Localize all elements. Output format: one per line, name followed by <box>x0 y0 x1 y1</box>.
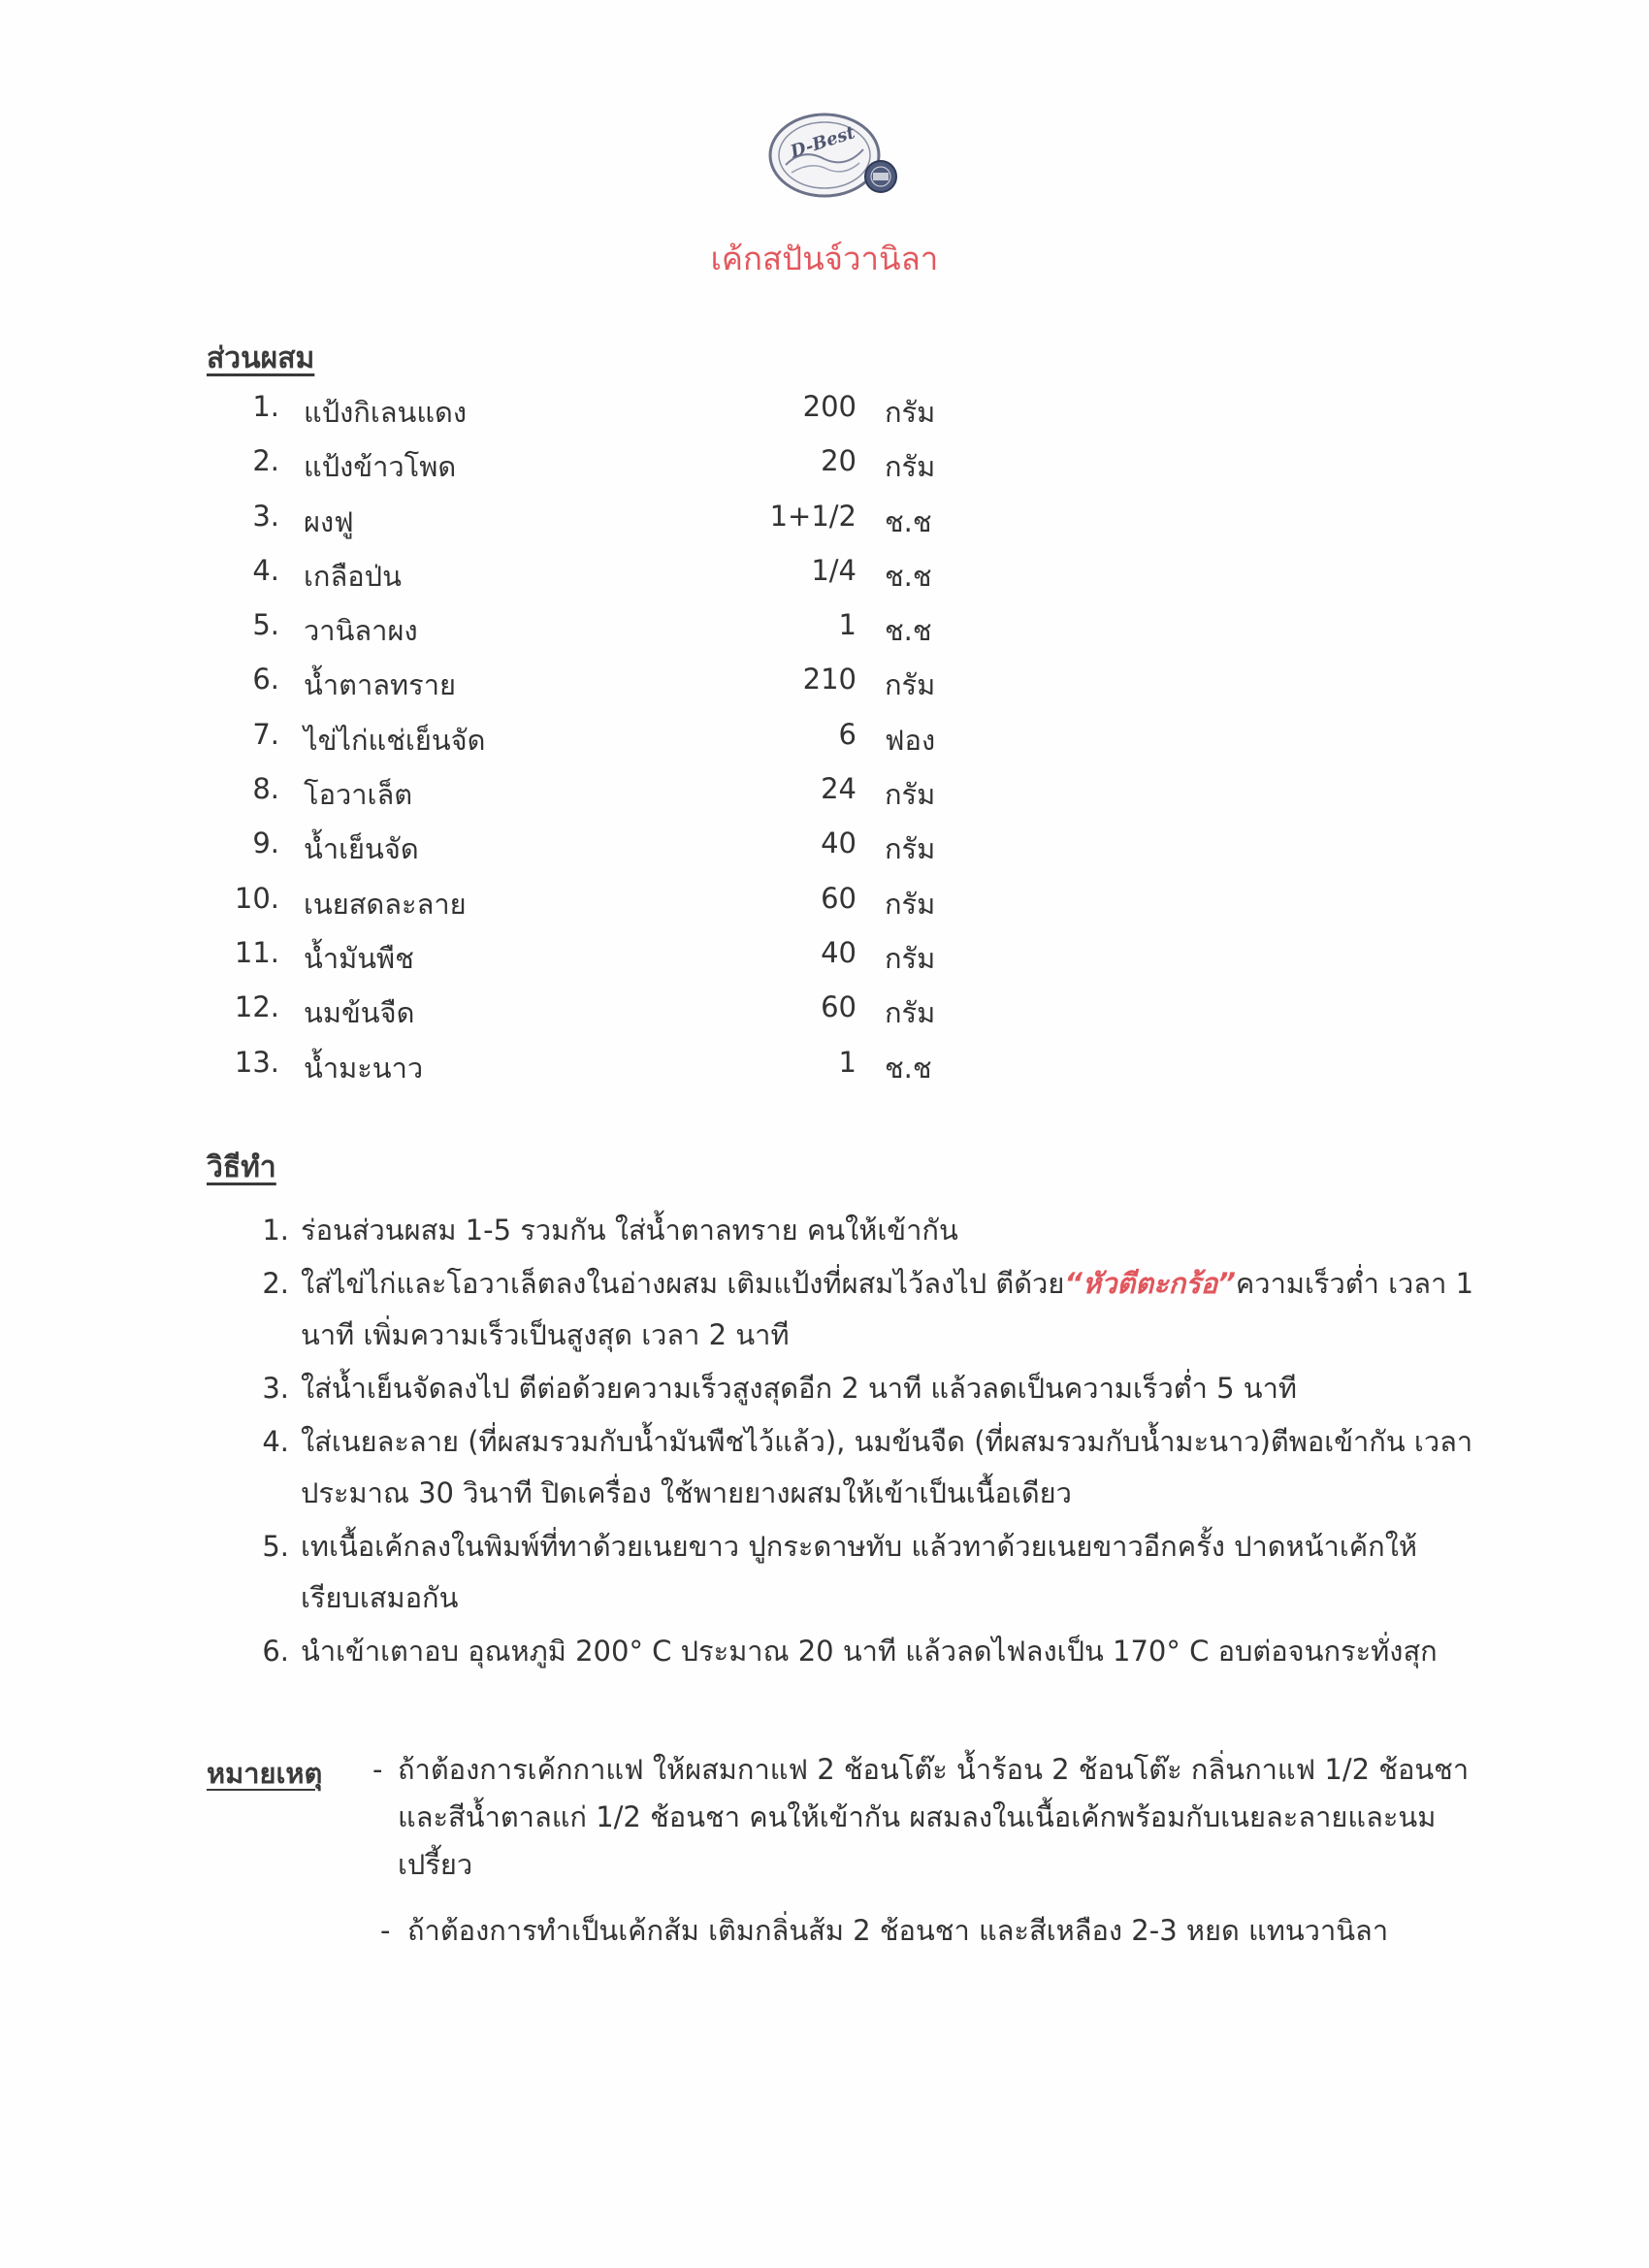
ingredient-row <box>0 663 1649 717</box>
ingredient-number: 11. <box>234 935 279 969</box>
ingredient-quantity: 210 <box>802 663 857 697</box>
ingredient-quantity: 40 <box>821 935 857 969</box>
ingredient-name: แป้งกิเลนแดง <box>304 396 468 429</box>
notes-heading: หมายเหตุ <box>207 1757 323 1790</box>
method-heading: วิธีทำ <box>207 1150 276 1184</box>
ingredient-name: โอวาเล็ต <box>304 778 413 812</box>
note-text: ถ้าต้องการทำเป็นเค้กส้ม เติมกลิ่นส้ม 2 ช้อนชา และสีเหลือง 2-3 หยด แทนวานิลา <box>407 1914 1389 1947</box>
ingredient-row <box>0 882 1649 936</box>
step-text-continued: ความเร็วต่ำ เวลา 1 นาที เพิ่มความเร็วเป็นสูงสุด เวลา 2 นาที <box>301 1267 1474 1351</box>
ingredient-unit: ช.ช <box>885 614 932 648</box>
note-item <box>0 1746 1649 1901</box>
ingredient-quantity: 60 <box>821 990 857 1024</box>
note-dash: - <box>380 1914 391 1947</box>
ingredient-number: 6. <box>252 663 279 697</box>
method-step <box>0 1521 1474 1624</box>
ingredient-quantity: 24 <box>821 772 857 806</box>
ingredient-unit: ช.ช <box>885 1051 932 1085</box>
ingredients-list <box>0 390 1649 1100</box>
ingredient-name: ผงฟู <box>304 504 354 538</box>
ingredient-name: แป้งข้าวโพด <box>304 450 457 484</box>
ingredient-quantity: 200 <box>802 390 857 423</box>
ingredient-unit: กรัม <box>885 668 936 702</box>
ingredient-row <box>0 444 1649 499</box>
ingredient-number: 8. <box>252 772 279 806</box>
ingredient-quantity: 1 <box>838 608 857 642</box>
method-steps <box>0 1205 1649 1679</box>
ingredient-number: 2. <box>252 444 279 478</box>
ingredient-unit: กรัม <box>885 941 936 975</box>
ingredient-unit: กรัม <box>885 887 936 921</box>
note-dash: - <box>372 1753 383 1786</box>
ingredient-row <box>0 390 1649 444</box>
ingredient-row <box>0 1046 1649 1100</box>
ingredient-quantity: 40 <box>821 826 857 860</box>
step-text: ใส่ไข่ไก่และโอวาเล็ตลงในอ่างผสม เติมแป้งที่ผสมไว้ลงไป ตีด้วย <box>301 1267 1065 1300</box>
ingredient-number: 4. <box>252 553 279 587</box>
ingredient-unit: ช.ช <box>885 504 932 538</box>
ingredient-row <box>0 718 1649 772</box>
ingredient-name: เกลือป่น <box>304 559 402 593</box>
ingredient-row <box>0 826 1649 881</box>
ingredient-name: น้ำเย็นจัด <box>304 832 419 866</box>
step-text: ใส่เนยละลาย (ที่ผสมรวมกับน้ำมันพืชไว้แล้ว), นมข้นจืด (ที่ผสมรวมกับน้ำมะนาว)ตีพอเข้ากัน เวลาประมาณ 30 วินาที ปิดเครื่อง ใช้พายยางผสมให้เข้าเป็นเนื้อเดียว <box>301 1425 1473 1509</box>
step-text: เทเนื้อเค้กลงในพิมพ์ที่ทาด้วยเนยขาว ปูกระดาษทับ แล้วทาด้วยเนยขาวอีกครั้ง ปาดหน้าเค้กให้เรียบเสมอกัน <box>301 1530 1417 1614</box>
ingredient-number: 13. <box>234 1045 279 1079</box>
ingredient-name: ไข่ไก่แช่เย็นจัด <box>304 723 486 757</box>
step-text: นำเข้าเตาอบ อุณหภูมิ 200° C ประมาณ 20 นาที แล้วลดไฟลงเป็น 170° C อบต่อจนกระทั่งสุก <box>301 1635 1438 1668</box>
method-step <box>0 1626 1474 1677</box>
ingredient-number: 10. <box>234 881 279 915</box>
ingredient-unit: ฟอง <box>885 723 936 757</box>
ingredient-unit: กรัม <box>885 832 936 866</box>
ingredient-number: 7. <box>252 717 279 751</box>
ingredient-row <box>0 554 1649 608</box>
step-number: 6. <box>262 1635 289 1668</box>
svg-text:D-Best: D-Best <box>788 122 858 163</box>
ingredient-name: เนยสดละลาย <box>304 887 467 921</box>
step-number: 3. <box>262 1372 289 1405</box>
ingredient-number: 5. <box>252 608 279 642</box>
ingredient-quantity: 1 <box>838 1045 857 1079</box>
ingredient-quantity: 6 <box>838 717 857 751</box>
method-step <box>0 1205 1474 1256</box>
ingredient-number: 12. <box>234 990 279 1024</box>
ingredient-unit: กรัม <box>885 778 936 812</box>
ingredient-name: นมข้นจืด <box>304 996 415 1030</box>
ingredient-number: 1. <box>252 390 279 423</box>
step-highlight: “หัวตีตะกร้อ” <box>1064 1267 1236 1300</box>
d-best-logo <box>764 109 910 206</box>
ingredient-unit: กรัม <box>885 396 936 429</box>
step-number: 2. <box>262 1267 289 1300</box>
ingredient-row <box>0 936 1649 990</box>
method-step <box>0 1363 1474 1414</box>
ingredient-quantity: 60 <box>821 881 857 915</box>
step-number: 5. <box>262 1530 289 1563</box>
ingredient-number: 3. <box>252 499 279 533</box>
recipe-title: เค้กสปันจ์วานิลา <box>710 240 939 277</box>
ingredient-row <box>0 990 1649 1045</box>
ingredient-name: น้ำมะนาว <box>304 1051 424 1085</box>
ingredient-unit: ช.ช <box>885 559 932 593</box>
step-text: ใส่น้ำเย็นจัดลงไป ตีต่อด้วยความเร็วสูงสุดอีก 2 นาที แล้วลดเป็นความเร็วต่ำ 5 นาที <box>301 1372 1297 1405</box>
ingredient-row <box>0 500 1649 554</box>
step-number: 1. <box>262 1214 289 1247</box>
note-item <box>0 1907 1649 1960</box>
ingredient-quantity: 1/4 <box>811 553 857 587</box>
step-number: 4. <box>262 1425 289 1458</box>
ingredient-name: น้ำมันพืช <box>304 941 414 975</box>
ingredient-unit: กรัม <box>885 450 936 484</box>
ingredient-row <box>0 772 1649 826</box>
ingredient-quantity: 20 <box>821 444 857 478</box>
method-step <box>0 1416 1474 1519</box>
ingredient-number: 9. <box>252 826 279 860</box>
method-step <box>0 1258 1474 1361</box>
ingredient-quantity: 1+1/2 <box>769 499 857 533</box>
note-text: ถ้าต้องการเค้กกาแฟ ให้ผสมกาแฟ 2 ช้อนโต๊ะ น้ำร้อน 2 ช้อนโต๊ะ กลิ่นกาแฟ 1/2 ช้อนชาและสีน้ำตาลแก่ 1/2 ช้อนชา คนให้เข้ากัน ผสมลงในเนื้อเค้กพร้อมกับเนยละลายและนมเปรี้ยว <box>398 1753 1470 1881</box>
ingredient-name: น้ำตาลทราย <box>304 668 456 702</box>
ingredient-row <box>0 608 1649 663</box>
ingredient-name: วานิลาผง <box>304 614 418 648</box>
step-text: ร่อนส่วนผสม 1-5 รวมกัน ใส่น้ำตาลทราย คนให้เข้ากัน <box>301 1214 958 1247</box>
ingredients-heading: ส่วนผสม <box>207 341 315 375</box>
ingredient-unit: กรัม <box>885 996 936 1030</box>
